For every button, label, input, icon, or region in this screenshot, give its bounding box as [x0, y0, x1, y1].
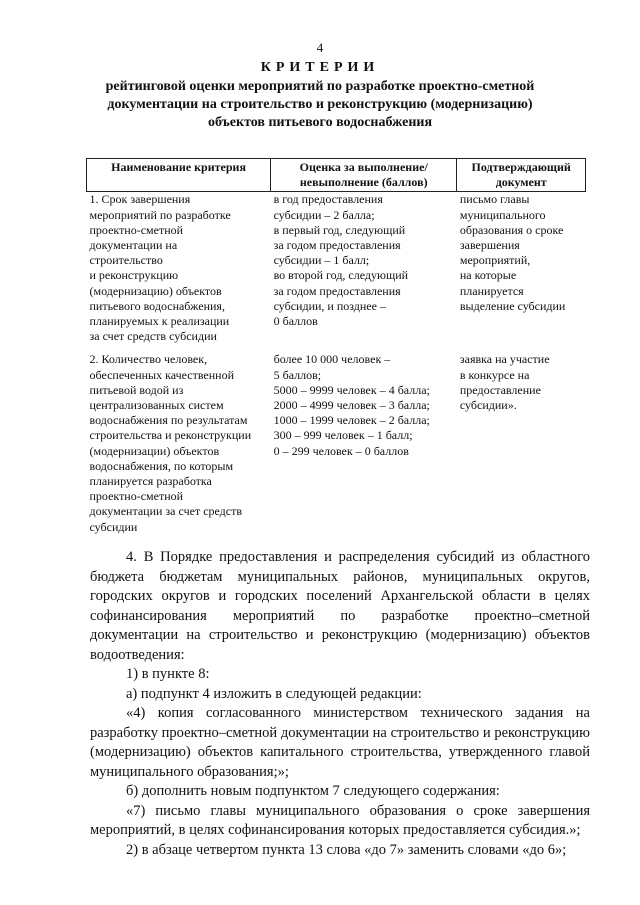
paragraph-4: 4. В Порядке предоставления и распределения субсидий из областного бюджета бюджетам муниципальных районов, муниципальных округов, городских округов и городских поселений Архангельской области в целях софинансирования мероприятий по разработке проектно–сметной документации на строительство и реконструкцию (модернизацию) объектов водоотведения:	[90, 549, 590, 663]
title-line-2: документации на строительство и реконструкцию (модернизацию)	[107, 97, 533, 112]
document-cell: письмо главы муниципального образования о сроке завершения мероприятий, на которые планируется выделение субсидии	[459, 192, 566, 313]
document-heading: КРИТЕРИИ	[260, 60, 380, 75]
criterion-cell: 2. Количество человек, обеспеченных качественной питьевой водой из централизованных систем водоснабжения по результатам строительства и реконструкции (модернизации) объектов водоснабжения, по которым планируется разработка проектно-сметной документации за счет средств субсидии	[89, 352, 252, 534]
header-document: Подтверждающий документ	[457, 159, 586, 192]
score-cell: в год предоставления субсидии – 2 балла; в первый год, следующий за годом предоставления субсидии – 1 балл; во второй год, следующий за годом предоставления субсидии, и позднее – 0 баллов	[273, 192, 409, 329]
criterion-cell: 1. Срок завершения мероприятий по разработке проектно-сметной документации на строительство и реконструкцию (модернизацию) объектов питьевого водоснабжения, планируемых к реализации за счет средств субсидии	[89, 192, 231, 344]
header-criterion: Наименование критерия	[87, 159, 271, 192]
header-score: Оценка за выполнение/невыполнение (баллов)	[271, 159, 457, 192]
paragraph-subitem-a: а) подпункт 4 изложить в следующей редакции:	[126, 685, 422, 702]
criteria-table	[86, 158, 586, 535]
paragraph-quote-7: «7) письмо главы муниципального образования о сроке завершения мероприятий, в целях софинансирования которых предоставляется субсидия.»;	[90, 802, 590, 838]
title-line-1: рейтинговой оценки мероприятий по разработке проектно-сметной	[105, 79, 535, 94]
page-number: 4	[316, 40, 324, 55]
table-header-row	[87, 159, 586, 192]
paragraph-item-2: 2) в абзаце четвертом пункта 13 слова «до 7» заменить словами «до 6»;	[126, 841, 567, 858]
paragraph-subitem-b: б) дополнить новым подпунктом 7 следующего содержания:	[126, 783, 500, 799]
paragraph-item-1: 1) в пункте 8:	[126, 666, 210, 682]
paragraph-quote-4: «4) копия согласованного министерством технического задания на разработку проектно–сметной документации на строительство и реконструкцию (модернизацию) объектов капитального строительства, утвержденного главой муниципального образования;»;	[90, 705, 590, 780]
document-cell: заявка на участие в конкурсе на предоставление субсидии».	[459, 352, 550, 413]
table-row	[87, 344, 586, 534]
amendment-text	[90, 548, 590, 860]
table-row	[87, 192, 586, 345]
score-cell: более 10 000 человек – 5 баллов; 5000 – 9999 человек – 4 балла; 2000 – 4999 человек – 3 балла; 1000 – 1999 человек – 2 балла; 300 – 999 человек – 1 балл; 0 – 299 человек – 0 баллов	[273, 352, 430, 458]
title-line-3: объектов питьевого водоснабжения	[207, 115, 433, 130]
